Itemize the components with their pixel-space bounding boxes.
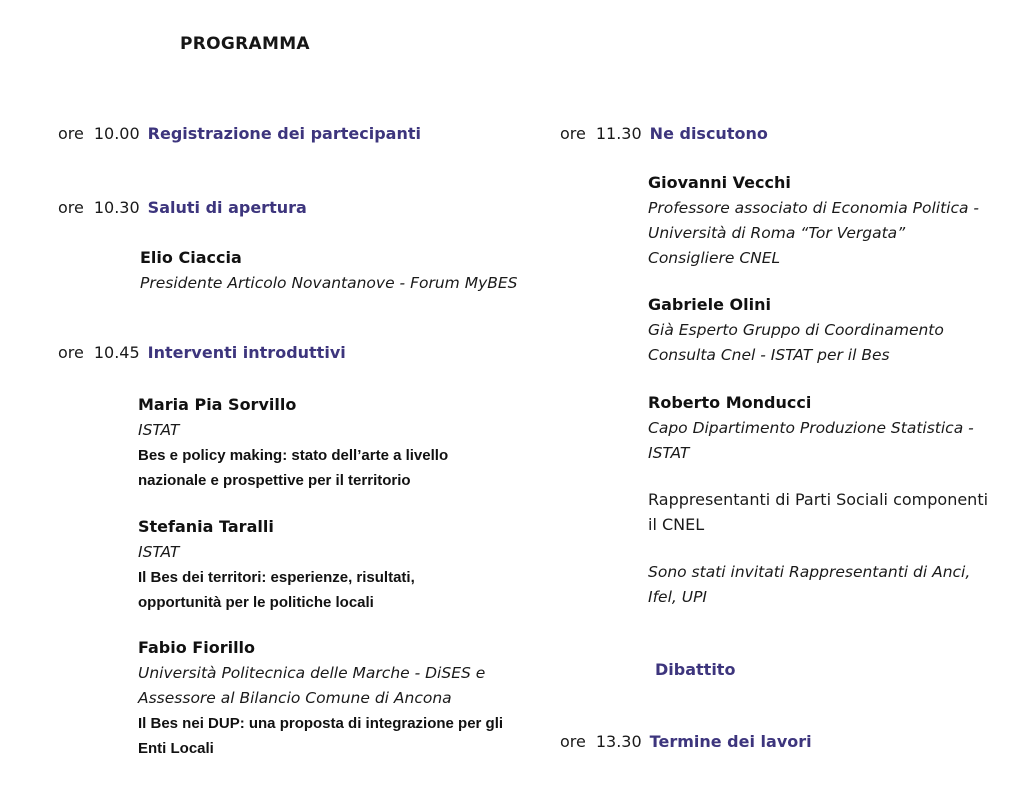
talk-title-line: Il Bes dei territori: esperienze, risultati, [138, 569, 415, 586]
speaker-name: Stefania Taralli [138, 517, 274, 536]
ore-label: ore [560, 124, 586, 143]
time-slot [560, 732, 812, 751]
affiliation-line: Già Esperto Gruppo di Coordinamento [648, 321, 944, 339]
invited-line: Ifel, UPI [648, 588, 707, 606]
invited-line: Sono stati invitati Rappresentanti di Anci, [648, 563, 971, 581]
debate-label: Dibattito [655, 660, 736, 679]
slot-title: Registrazione dei partecipanti [147, 124, 421, 143]
affiliation-line: ISTAT [648, 444, 690, 462]
affiliation-line: ISTAT [138, 543, 180, 561]
time-value: 10.00 [93, 124, 140, 143]
talk-title-line: opportunità per le politiche locali [138, 594, 374, 611]
ore-label: ore [560, 732, 586, 751]
participants-block [648, 487, 1008, 537]
affiliation-line: Assessore al Bilancio Comune di Ancona [138, 689, 452, 707]
page-title: PROGRAMMA [180, 34, 310, 54]
invited-note-block [648, 560, 1008, 610]
talk-title-line: Bes e policy making: stato dell’arte a livello [138, 447, 449, 464]
time-slot [58, 343, 346, 362]
time-value: 11.30 [595, 124, 642, 143]
slot-title: Saluti di apertura [147, 198, 307, 217]
speaker-name: Fabio Fiorillo [138, 638, 256, 657]
slot-title: Interventi introduttivi [147, 343, 346, 362]
affiliation-line: Università di Roma “Tor Vergata” [648, 224, 906, 242]
participants-line: il CNEL [648, 515, 705, 534]
speaker-block [648, 170, 1008, 271]
speaker-name: Giovanni Vecchi [648, 173, 791, 192]
speaker-name: Roberto Monducci [648, 393, 812, 412]
time-value: 10.45 [93, 343, 140, 362]
ore-label: ore [58, 198, 84, 217]
speaker-block [138, 392, 538, 493]
time-slot [58, 198, 307, 217]
time-value: 10.30 [93, 198, 140, 217]
affiliation-line: Consigliere CNEL [648, 249, 781, 267]
speaker-block [140, 245, 540, 296]
speaker-name: Gabriele Olini [648, 295, 771, 314]
time-value: 13.30 [595, 732, 642, 751]
speaker-name: Maria Pia Sorvillo [138, 395, 297, 414]
speaker-block [138, 635, 558, 761]
time-slot [58, 124, 421, 143]
affiliation-line: Consulta Cnel - ISTAT per il Bes [648, 346, 890, 364]
participants-line: Rappresentanti di Parti Sociali componenti [648, 490, 989, 509]
slot-title: Ne discutono [649, 124, 768, 143]
affiliation-line: Università Politecnica delle Marche - DiSES e [138, 664, 486, 682]
affiliation-line: Professore associato di Economia Politica - [648, 199, 979, 217]
talk-title-line: nazionale e prospettive per il territorio [138, 472, 411, 489]
slot-title: Termine dei lavori [649, 732, 812, 751]
affiliation-line: Presidente Articolo Novantanove - Forum MyBES [140, 274, 518, 292]
speaker-block [648, 292, 1008, 368]
time-slot [560, 124, 768, 143]
talk-title-line: Enti Locali [138, 740, 214, 757]
talk-title-line: Il Bes nei DUP: una proposta di integrazione per gli [138, 715, 504, 732]
affiliation-line: ISTAT [138, 421, 180, 439]
ore-label: ore [58, 124, 84, 143]
speaker-name: Elio Ciaccia [140, 248, 242, 267]
ore-label: ore [58, 343, 84, 362]
affiliation-line: Capo Dipartimento Produzione Statistica - [648, 419, 974, 437]
speaker-block [648, 390, 1008, 466]
speaker-block [138, 514, 538, 615]
